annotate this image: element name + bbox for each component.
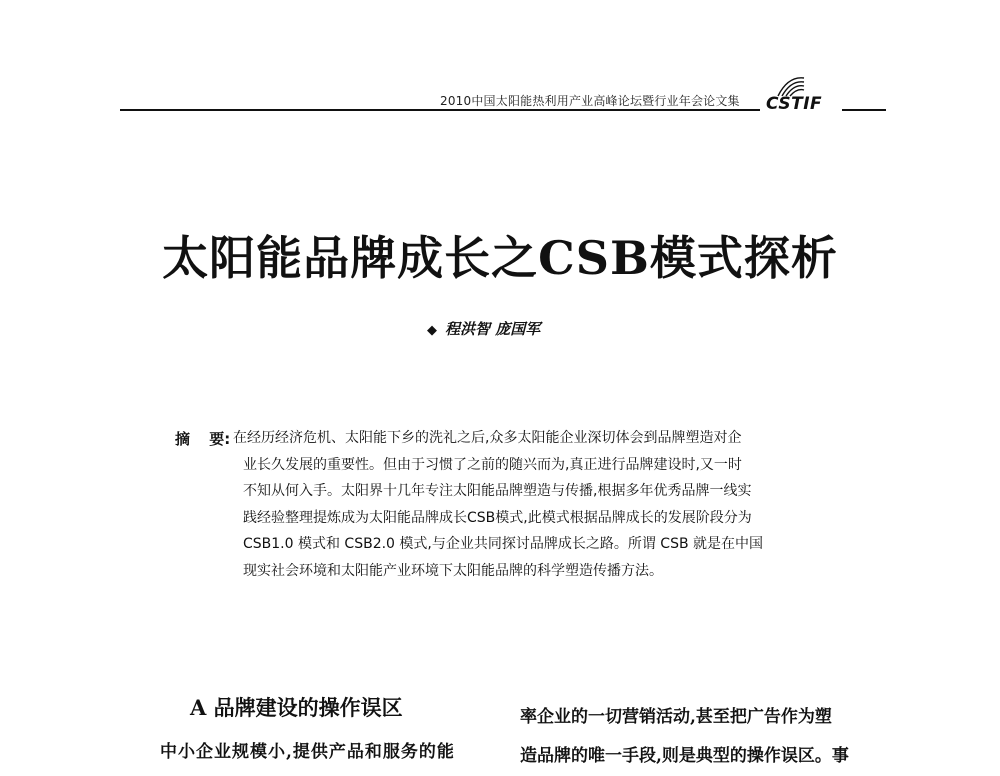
section-heading: A 品牌建设的操作误区: [190, 695, 403, 720]
abstract-body: [233, 425, 843, 584]
author-line: [427, 318, 540, 339]
abstract-line: 现实社会环境和太阳能产业环境下太阳能品牌的科学塑造传播方法。: [243, 562, 663, 579]
abstract-line: 业长久发展的重要性。但由于习惯了之前的随兴而为,真正进行品牌建设时,又一时: [243, 456, 742, 473]
abstract-line: 不知从何入手。太阳界十几年专注太阳能品牌塑造与传播,根据多年优秀品牌一线实: [243, 483, 752, 499]
right-column-line: 率企业的一切营销活动,甚至把广告作为塑: [520, 707, 832, 727]
diamond-bullet-icon: ◆: [427, 323, 437, 338]
author-names: 程洪智 庞国军: [445, 320, 541, 338]
abstract-label: 摘 要:: [175, 430, 231, 448]
paper-title: 太阳能品牌成长之CSB模式探析: [162, 231, 838, 285]
abstract-line: CSB1.0 模式和 CSB2.0 模式,与企业共同探讨品牌成长之路。所谓 CSB 就是在中国: [243, 536, 764, 552]
cstif-logo-text: CSTIF: [766, 94, 823, 114]
header-rule-right: [842, 109, 886, 111]
right-column-line: 造品牌的唯一手段,则是典型的操作误区。事: [520, 746, 849, 766]
running-header: 2010中国太阳能热利用产业高峰论坛暨行业年会论文集: [440, 94, 740, 108]
header-rule: [120, 109, 760, 111]
right-column-text: [520, 698, 890, 776]
abstract-line: 践经验整理提炼成为太阳能品牌成长CSB模式,此模式根据品牌成长的发展阶段分为: [243, 509, 752, 526]
abstract-line: 在经历经济危机、太阳能下乡的洗礼之后,众多太阳能企业深切体会到品牌塑造对企: [233, 430, 742, 446]
left-column-text: 中小企业规模小,提供产品和服务的能: [160, 742, 455, 762]
